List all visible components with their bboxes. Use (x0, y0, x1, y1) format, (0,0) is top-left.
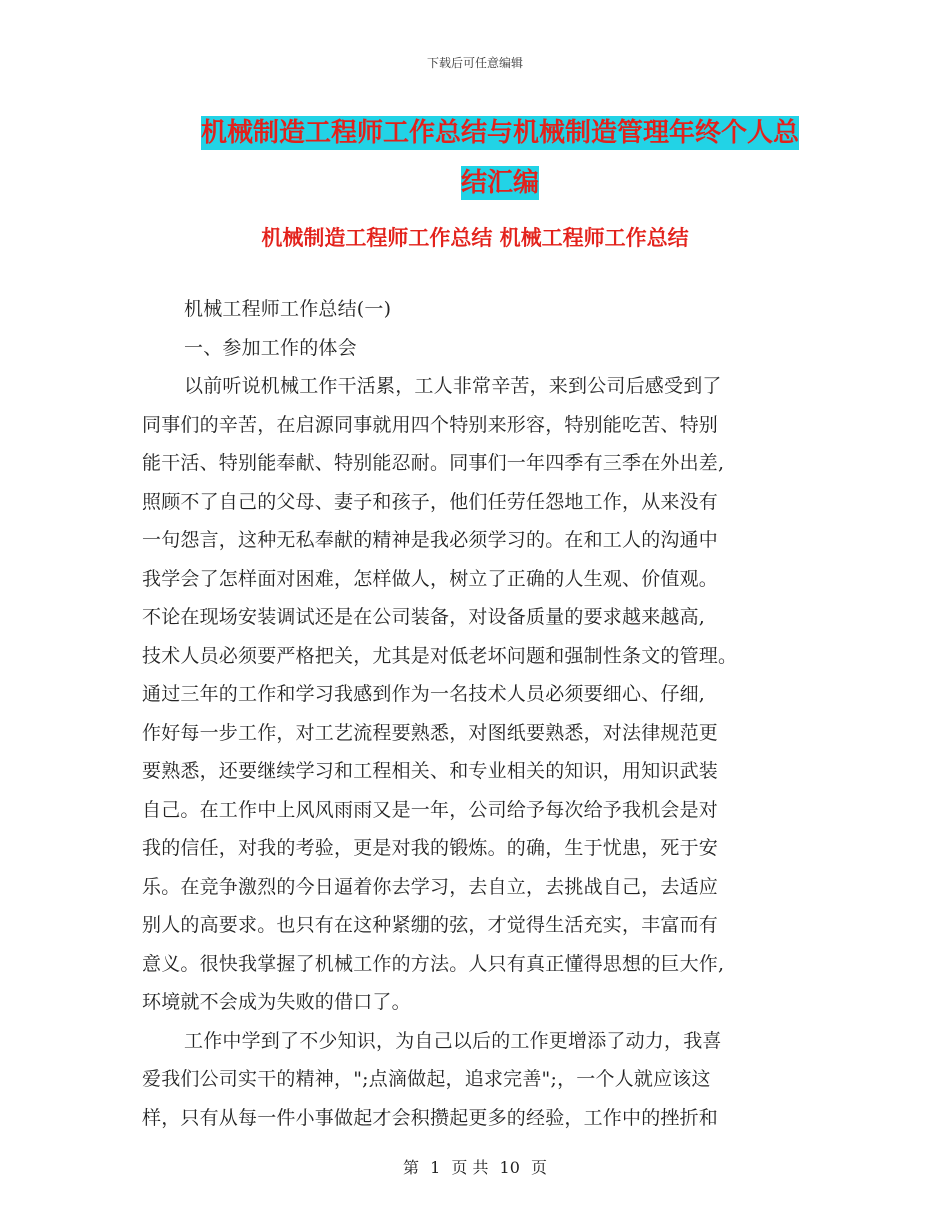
paragraph-line: 乐。在竞争激烈的今日逼着你去学习，去自立，去挑战自己，去适应 (142, 875, 719, 898)
paragraph-line: 同事们的辛苦，在启源同事就用四个特别来形容，特别能吃苦、特别 (142, 413, 719, 436)
paragraph-line: 能干活、特别能奉献、特别能忍耐。同事们一年四季有三季在外出差, (142, 452, 725, 474)
page-footer (0, 1155, 950, 1178)
section-title: 机械制造工程师工作总结 机械工程师工作总结 (261, 225, 689, 250)
paragraph-line: 照顾不了自己的父母、妻子和孩子，他们任劳任怨地工作，从来没有 (142, 490, 719, 513)
page-number: 1 (430, 1158, 441, 1177)
paragraph-line: 我的信任，对我的考验，更是对我的锻炼。的确，生于忧患，死于安 (142, 837, 719, 859)
paragraph-line: 爱我们公司实干的精神，";点滴做起，追求完善";，一个人就应该这 (142, 1068, 711, 1090)
footer-suffix: 页 (531, 1158, 548, 1177)
paragraph-line: 我学会了怎样面对困难，怎样做人，树立了正确的人生观、价值观。 (142, 567, 719, 590)
paragraph-line: 通过三年的工作和学习我感到作为一名技术人员必须要细心、仔细, (142, 683, 706, 705)
paragraph-line: 意义。很快我掌握了机械工作的方法。人只有真正懂得思想的巨大作, (142, 952, 725, 975)
document-title-line-2: 结汇编 (460, 168, 539, 198)
subtitle: 一、参加工作的体会 (184, 336, 357, 359)
paragraph-line: 工作中学到了不少知识，为自己以后的工作更增添了动力，我喜 (184, 1029, 722, 1052)
paragraph-line: 要熟悉，还要继续学习和工程相关、和专业相关的知识，用知识武装 (142, 760, 719, 782)
paragraph-line: 作好每一步工作，对工艺流程要熟悉，对图纸要熟悉，对法律规范更 (142, 721, 719, 744)
paragraph-line: 自己。在工作中上风风雨雨又是一年，公司给予每次给予我机会是对 (142, 798, 719, 821)
paragraph-line: 样，只有从每一件小事做起才会积攒起更多的经验，工作中的挫折和 (142, 1106, 719, 1129)
footer-prefix: 第 (402, 1158, 419, 1177)
body-text (142, 290, 812, 1137)
page-header: 下载后可任意编辑 (426, 56, 523, 70)
paragraph-line: 环境就不会成为失败的借口了。 (142, 991, 411, 1013)
paragraph-line: 以前听说机械工作干活累，工人非常辛苦，来到公司后感受到了 (184, 375, 722, 397)
paragraph-line: 别人的高要求。也只有在这种紧绷的弦，才觉得生活充实，丰富而有 (142, 914, 719, 936)
paragraph-line: 不论在现场安装调试还是在公司装备，对设备质量的要求越来越高, (142, 606, 706, 628)
paragraph-line: 技术人员必须要严格把关，尤其是对低老坏问题和强制性条文的管理。 (142, 644, 738, 667)
document-title-line-1: 机械制造工程师工作总结与机械制造管理年终个人总 (200, 118, 799, 148)
document-title (140, 108, 860, 208)
total-pages: 10 (499, 1158, 520, 1177)
footer-mid: 页 共 (451, 1158, 489, 1177)
subtitle: 机械工程师工作总结(一) (184, 298, 392, 320)
paragraph-line: 一句怨言，这种无私奉献的精神是我必须学习的。在和工人的沟通中 (142, 529, 719, 551)
